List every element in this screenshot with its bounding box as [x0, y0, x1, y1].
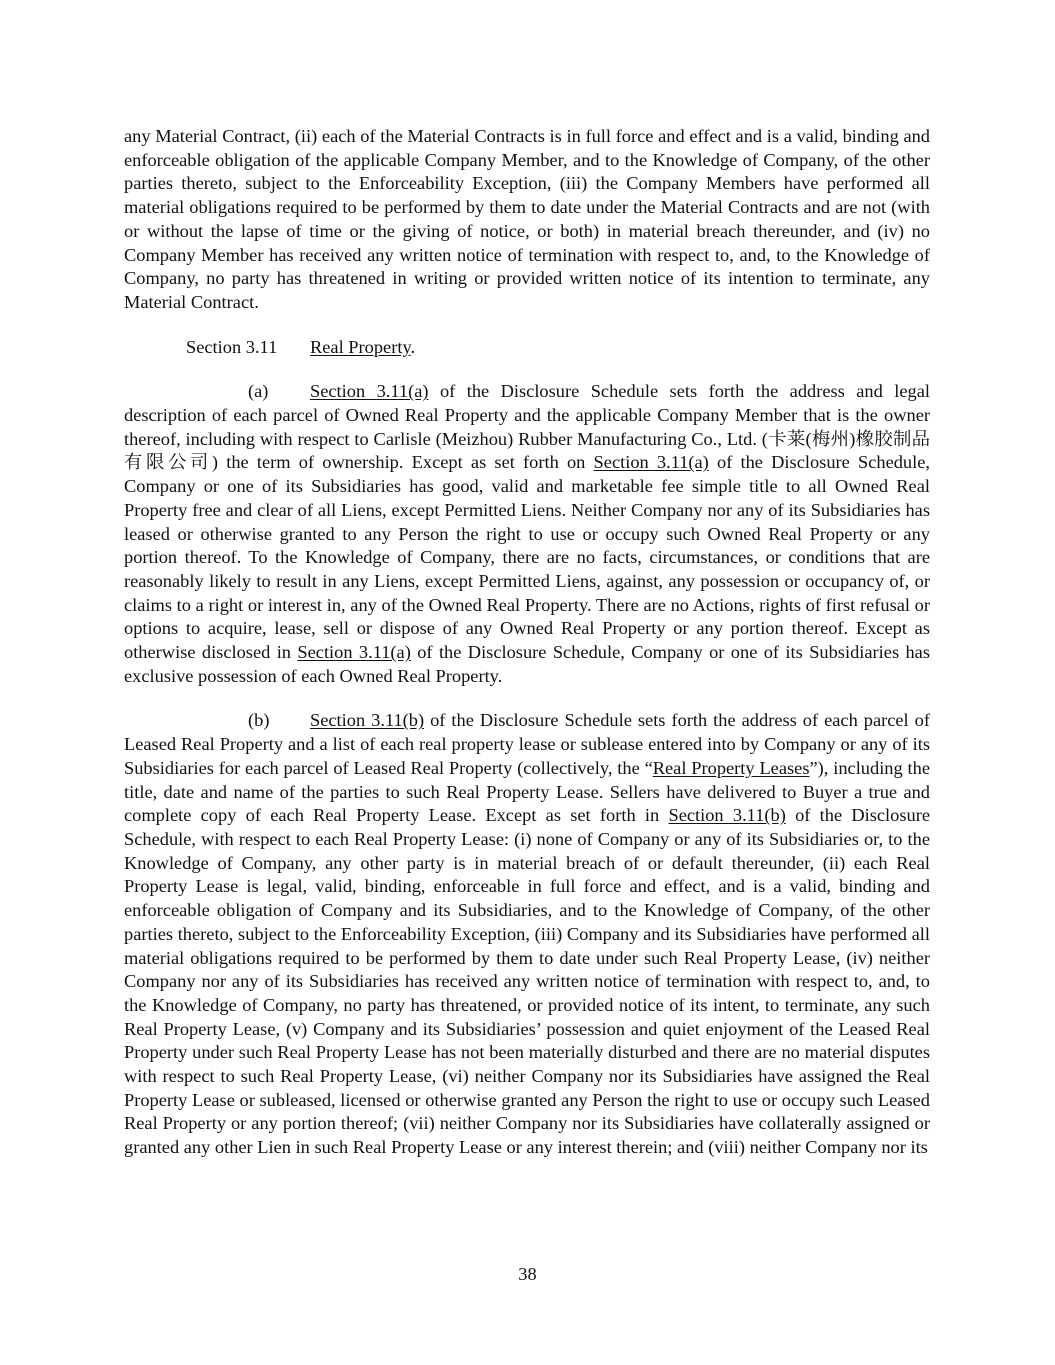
section-ref-link: Section 3.11(a) [297, 642, 411, 663]
paragraph-b [124, 709, 930, 1159]
document-page [124, 125, 930, 1160]
spacer [124, 688, 930, 709]
paragraph-a-text-2: of the Disclosure Schedule, Company or one of its Subsidiaries has good, valid and marketable fee simple title to all Owned Real Property free and clear of all Liens, except Permitted Liens. Neither Company nor any of its Subsidiaries has leased or otherwise granted to any Person the right to use or occupy such Owned Real Property or any portion thereof. To the Knowledge of Company, there are no facts, circumstances, or conditions that are reasonably likely to result in any Liens, except Permitted Liens, against, any possession or occupancy of, or claims to a right or interest in, any of the Owned Real Property. There are no Actions, rights of first refusal or options to acquire, lease, sell or dispose of any Owned Real Property or any portion thereof. Except as otherwise disclosed in [124, 452, 931, 663]
paragraph-a-label: (a) [248, 381, 269, 402]
paragraph-a-text-1: of the Disclosure Schedule sets forth the address and legal description of each parcel of Owned Real Property and the applicable Company Member that is the owner thereof, including with respect to Carlisle (Meizhou) Rubber Manufacturing Co., Ltd. (卡莱(梅州)橡胶制品有限公司) the term of ownership. Except as set forth on [124, 381, 930, 473]
spacer [124, 359, 930, 380]
section-ref-link: Section 3.11(b) [310, 710, 425, 731]
page-number: 38 [518, 1264, 537, 1284]
paragraph-a-text-3: of the Disclosure Schedule, Company or one of its Subsidiaries has exclusive possession of each Owned Real Property. [124, 642, 930, 686]
spacer [124, 315, 930, 336]
paragraph-b-text-3: of the Disclosure Schedule, with respect to each Real Property Lease: (i) none of Company or any of its Subsidiaries or, to the Knowledge of Company, any other party is in material breach of or default thereunder, (ii) each Real Property Lease is legal, valid, binding, enforceable in full force and effect, and is a valid, binding and enforceable obligation of Company and its Subsidiaries, and to the Knowledge of Company, of the other parties thereto, subject to the Enforceability Exception, (iii) Company and its Subsidiaries have performed all material obligations required to be performed by them to date under such Real Property Lease, (iv) neither Company nor any of its Subsidiaries has received any written notice of termination with respect to, and, to the Knowledge of Company, no party has threatened, or provided notice of its intent, to terminate, any such Real Property Lease, (v) Company and its Subsidiaries’ possession and quiet enjoyment of the Leased Real Property under such Real Property Lease has not been materially disturbed and there are no material disputes with respect to such Real Property Lease, (vi) neither Company nor its Subsidiaries have assigned the Real Property Lease or subleased, licensed or otherwise granted any Person the right to use or occupy such Leased Real Property or any portion thereof; (vii) neither Company nor its Subsidiaries have collaterally assigned or granted any other Lien in such Real Property Lease or any interest therein; and (viii) neither Company nor its [124, 805, 931, 1158]
section-heading [124, 336, 930, 360]
section-ref-link: Section 3.11(b) [668, 805, 786, 826]
section-ref-link: Section 3.11(a) [310, 381, 429, 402]
section-number: Section 3.11 [186, 336, 278, 357]
paragraph-a [124, 380, 930, 688]
section-ref-link: Section 3.11(a) [593, 452, 709, 473]
paragraph-intro: any Material Contract, (ii) each of the Material Contracts is in full force and effect and is a valid, binding and enforceable obligation of the applicable Company Member, and to the Knowledge of Company, of the other parties thereto, subject to the Enforceability Exception, (iii) the Company Members have performed all material obligations required to be performed by them to date under the Material Contracts and are not (with or without the lapse of time or the giving of notice, or both) in material breach thereunder, and (iv) no Company Member has received any written notice of termination with respect to, and, to the Knowledge of Company, no party has threatened in writing or provided written notice of its intention to terminate, any Material Contract. [124, 126, 930, 312]
paragraph-b-label: (b) [248, 710, 270, 731]
paragraph-b-text-1: of the Disclosure Schedule sets forth the address of each parcel of Leased Real Property and a list of each real property lease or sublease entered into by Company or any of its Subsidiaries for each parcel of Leased Real Property (collectively, the “ [124, 710, 930, 778]
section-title: Real Property [310, 336, 411, 357]
defined-term: Real Property Leases [652, 757, 810, 778]
section-title-period: . [410, 336, 416, 357]
paragraph-b-text-2: ”), including the title, date and name of the parties to such Real Property Lease. Sellers have delivered to Buyer a true and complete copy of each Real Property Lease. Except as set forth in [124, 757, 931, 826]
